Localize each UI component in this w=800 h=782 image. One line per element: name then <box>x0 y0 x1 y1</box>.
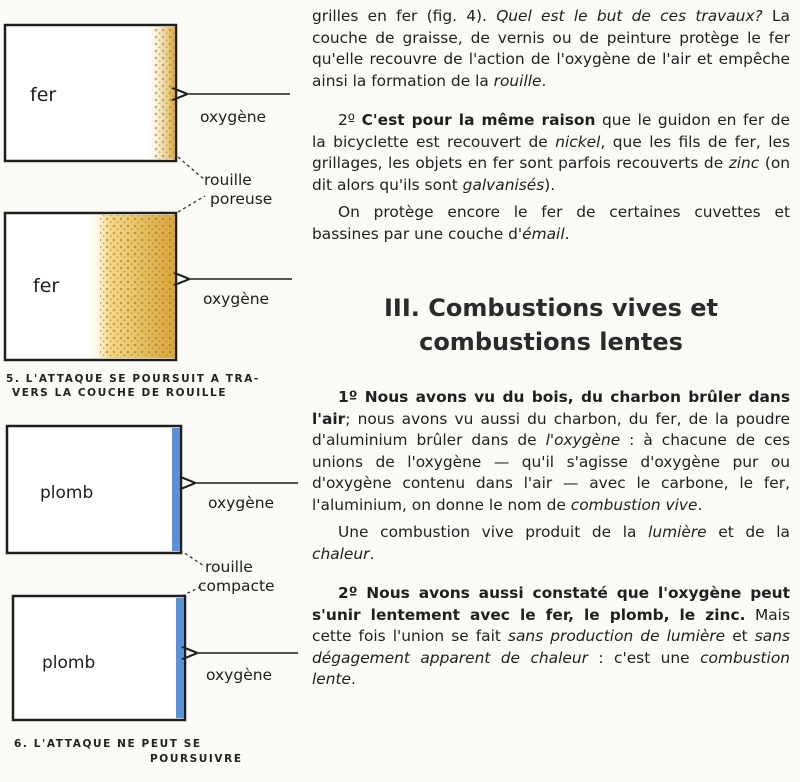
plomb-label-1: plomb <box>40 483 94 503</box>
rust-porous-label-1: rouille <box>204 171 252 189</box>
paragraph-lumiere-chaleur: Une combustion vive produit de la lumière et de la chaleur. <box>312 523 790 563</box>
paragraph-grilles: grilles en fer (fig. 4). Quel est le but de ces travaux? La couche de graisse, de vernis ou de peinture protège le fer qu'elle recouvre de l'action de l'oxygène de l'air et empêche ainsi la formation de la rouille. <box>312 7 790 90</box>
figure-5-caption-line-1: 5. L'ATTAQUE SE POURSUIT A TRA- <box>6 373 260 385</box>
rust-porous-label-2: poreuse <box>210 190 273 208</box>
oxygen-label-1: oxygène <box>200 108 267 126</box>
rust-compact-label-1: rouille <box>205 558 253 576</box>
rust-compact-label-2: compacte <box>198 577 275 595</box>
body-text <box>312 6 790 691</box>
fer-label-1: fer <box>30 84 57 106</box>
oxygen-label-2: oxygène <box>203 290 270 308</box>
fer-box-thin-rust <box>5 25 176 161</box>
oxygen-label-4: oxygène <box>206 666 273 684</box>
paragraph-nickel-zinc: 2º C'est pour la même raison que le guidon en fer de la bicyclette est recouvert de nickel, que les fils de fer, les grillages, les objets en fer sont parfois recouverts de zinc (on dit alors qu'ils sont galvanisés). <box>312 111 791 194</box>
paragraph-combustion-lente: 2º Nous avons aussi constaté que l'oxygène peut s'unir lentement avec le fer, le plomb, le zinc. Mais cette fois l'union se fait sans production de lumière et sans dégagement apparent de chaleur : c'est une combustion lente. <box>312 584 791 688</box>
paragraph-email: On protège encore le fer de certaines cuvettes et bassines par une couche d'émail. <box>312 203 790 243</box>
section-heading-line-2: combustions lentes <box>419 328 683 356</box>
oxygen-label-3: oxygène <box>208 494 275 512</box>
section-heading-line-1: III. Combustions vives et <box>383 294 719 322</box>
figure-5-caption-line-2: VERS LA COUCHE DE ROUILLE <box>12 387 228 399</box>
fer-box-thick-rust <box>5 213 176 360</box>
plomb-box-1 <box>7 426 181 553</box>
figure-6-caption-line-1: 6. L'ATTAQUE NE PEUT SE <box>14 738 202 750</box>
figure-6-caption-line-2: POURSUIVRE <box>150 753 243 765</box>
fer-label-2: fer <box>33 275 60 297</box>
plomb-label-2: plomb <box>42 653 96 673</box>
plomb-box-2 <box>13 596 185 720</box>
paragraph-combustion-vive: 1º Nous avons vu du bois, du charbon brûler dans l'air; nous avons vu aussi du charbon, du fer, de la poudre d'aluminium brûler dans de l'oxygène : à chacune de ces unions de l'oxygène — qu'il s'agisse d'oxygène pur ou d'oxygène contenu dans l'air — avec le carbone, le fer, l'aluminium, on donne le nom de combustion vive. <box>312 388 790 514</box>
